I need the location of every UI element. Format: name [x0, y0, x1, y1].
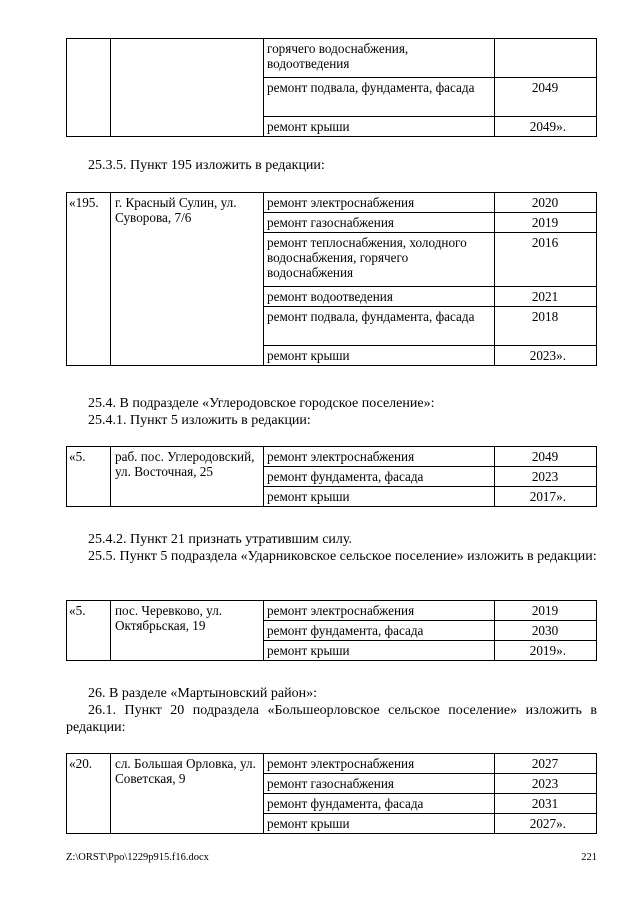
paragraph: 26.1. Пункт 20 подраздела «Большеорловское сельское поселение» изложить в редакции: — [66, 703, 597, 735]
paragraph: 25.5. Пункт 5 подраздела «Ударниковское сельское поселение» изложить в редакции: — [88, 549, 597, 564]
cell-year: 2049 — [495, 78, 597, 117]
cell-address: сл. Большая Орловка, ул. Советская, 9 — [111, 754, 264, 834]
cell-number: «20. — [67, 754, 111, 834]
cell-year — [495, 39, 597, 78]
cell-work: ремонт теплоснабжения, холодного водоснабжения, горячего водоснабжения — [264, 233, 495, 287]
cell-work: ремонт крыши — [264, 814, 495, 834]
cell-year: 2020 — [495, 193, 597, 213]
cell-address: раб. пос. Углеродовский, ул. Восточная, 25 — [111, 447, 264, 507]
cell-work: ремонт фундамента, фасада — [264, 621, 495, 641]
table-row — [67, 193, 597, 213]
cell-work: ремонт газоснабжения — [264, 774, 495, 794]
cell-address: пос. Черевково, ул. Октябрьская, 19 — [111, 601, 264, 661]
cell-work: ремонт водоотведения — [264, 287, 495, 307]
cell-year: 2019 — [495, 601, 597, 621]
cell-year: 2017». — [495, 487, 597, 507]
cell-year: 2023 — [495, 774, 597, 794]
table-item-195 — [66, 192, 597, 366]
cell-work: ремонт крыши — [264, 487, 495, 507]
table-row — [67, 601, 597, 621]
cell-year: 2021 — [495, 287, 597, 307]
cell-year: 2023 — [495, 467, 597, 487]
cell-address: г. Красный Сулин, ул. Суворова, 7/6 — [111, 193, 264, 366]
cell-number: «5. — [67, 447, 111, 507]
page-number: 221 — [581, 852, 597, 863]
page-footer — [66, 852, 597, 863]
cell-address — [111, 39, 264, 137]
cell-work: ремонт электроснабжения — [264, 601, 495, 621]
cell-year: 2023». — [495, 346, 597, 366]
cell-year: 2016 — [495, 233, 597, 287]
cell-number: «5. — [67, 601, 111, 661]
table-item-20 — [66, 753, 597, 834]
cell-work: ремонт фундамента, фасада — [264, 794, 495, 814]
table-row — [67, 39, 597, 78]
cell-year: 2019». — [495, 641, 597, 661]
table-item-5-cherevkovo — [66, 600, 597, 661]
cell-work: ремонт фундамента, фасада — [264, 467, 495, 487]
cell-year: 2027». — [495, 814, 597, 834]
cell-year: 2049 — [495, 447, 597, 467]
paragraph: 26. В разделе «Мартыновский район»: — [88, 686, 317, 701]
cell-year: 2030 — [495, 621, 597, 641]
cell-year: 2027 — [495, 754, 597, 774]
cell-year: 2049». — [495, 117, 597, 137]
cell-work: ремонт подвала, фундамента, фасада — [264, 78, 495, 117]
cell-work: ремонт электроснабжения — [264, 447, 495, 467]
paragraph: 25.4. В подразделе «Углеродовское городское поселение»: — [88, 396, 435, 411]
table-continuation — [66, 38, 597, 137]
file-path: Z:\ORST\Ppo\1229p915.f16.docx — [66, 852, 209, 863]
cell-year: 2019 — [495, 213, 597, 233]
paragraph: 25.4.1. Пункт 5 изложить в редакции: — [88, 413, 311, 428]
cell-year: 2018 — [495, 307, 597, 346]
paragraph: 25.3.5. Пункт 195 изложить в редакции: — [88, 158, 325, 173]
table-row — [67, 447, 597, 467]
cell-work: ремонт газоснабжения — [264, 213, 495, 233]
paragraph: 25.4.2. Пункт 21 признать утратившим силу. — [88, 532, 352, 547]
cell-work: ремонт подвала, фундамента, фасада — [264, 307, 495, 346]
cell-number: «195. — [67, 193, 111, 366]
cell-number — [67, 39, 111, 137]
cell-work: ремонт крыши — [264, 346, 495, 366]
table-row — [67, 754, 597, 774]
cell-work: ремонт электроснабжения — [264, 754, 495, 774]
cell-work: ремонт электроснабжения — [264, 193, 495, 213]
cell-year: 2031 — [495, 794, 597, 814]
cell-work: горячего водоснабжения, водоотведения — [264, 39, 495, 78]
table-item-5-uglerodovsky — [66, 446, 597, 507]
cell-work: ремонт крыши — [264, 641, 495, 661]
cell-work: ремонт крыши — [264, 117, 495, 137]
